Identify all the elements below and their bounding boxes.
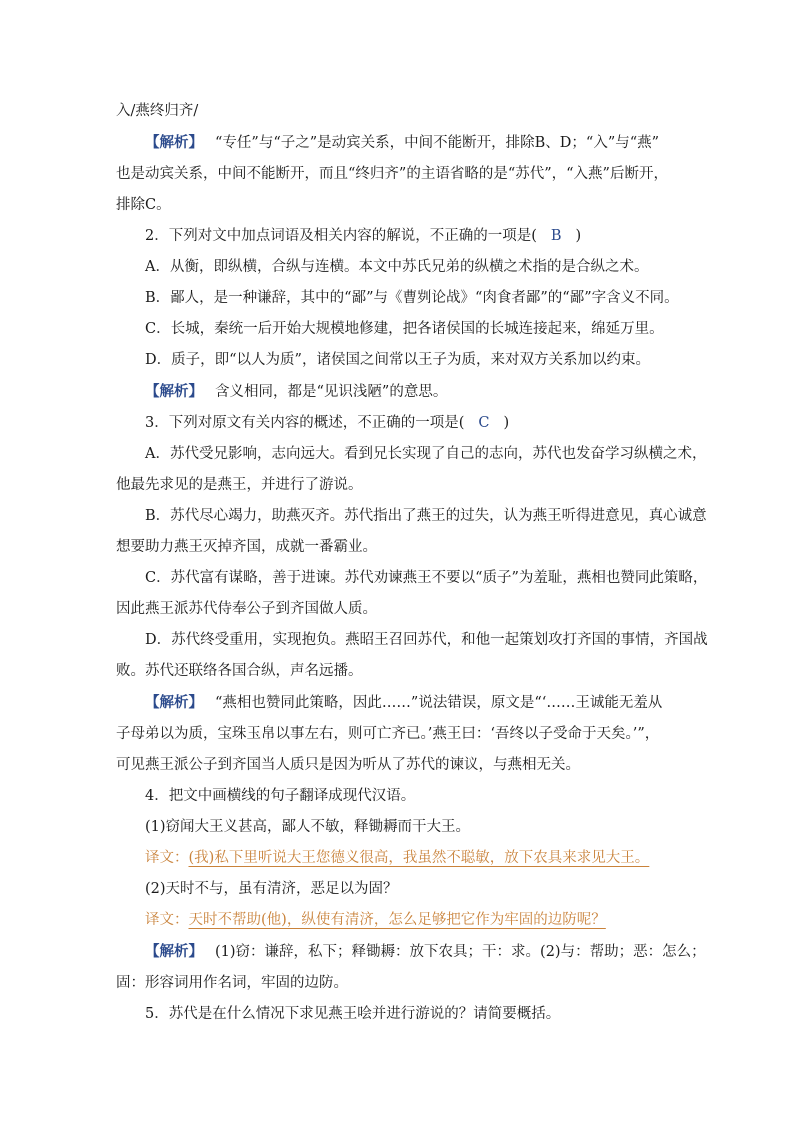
translation-text: (我)私下里听说大王您德义很高，我虽然不聪敏，放下农具来求见大王。 (188, 850, 650, 866)
jiexi-label: 【解析】 (145, 694, 203, 711)
jiexi-3-line-2: 子母弟以为质，宝珠玉帛以事左右，则可亡齐已。’燕王曰：‘吾终以子受命于天矣。’”， (116, 726, 660, 742)
question-3-option-a-line-2: 他最先求见的是燕王，并进行了游说。 (116, 477, 363, 493)
question-3-option-a-line-1: A．苏代受兄影响，志向远大。看到兄长实现了自己的志向，苏代也发奋学习纵横之术， (145, 446, 707, 462)
question-4-sentence-2: (2)天时不与，虽有清济，恶足以为固？ (145, 881, 398, 897)
jiexi-label: 【解析】 (145, 943, 203, 960)
question-3-option-c-line-2: 因此燕王派苏代侍奉公子到齐国做人质。 (116, 601, 377, 617)
question-3-answer: C (478, 415, 490, 431)
top-line: 入/燕终归齐/ (116, 103, 199, 119)
question-3-option-b-line-2: 想要助力燕王灭掉齐国，成就一番霸业。 (116, 539, 377, 555)
question-3-option-d-line-2: 败。苏代还联络各国合纵，声名远播。 (116, 663, 363, 679)
question-2-option-c: C．长城，秦统一后开始大规模地修建，把各诸侯国的长城连接起来，绵延万里。 (145, 321, 664, 337)
question-3-stem: 3．下列对原文有关内容的概述，不正确的一项是( C ) (145, 415, 510, 431)
question-2-option-b: B．鄙人，是一种谦辞，其中的“鄙”与《曹刿论战》“肉食者鄙”的“鄙”字含义不同。 (145, 290, 679, 306)
question-4-sentence-1: (1)窃闻大王义甚高，鄙人不敏，释锄耨而干大王。 (145, 819, 471, 835)
document-body (116, 96, 708, 1030)
question-4-translation-1 (116, 843, 688, 874)
jiexi-3-line-1: 【解析】 “燕相也赞同此策略，因此……”说法错误，原文是“‘……王诚能无羞从 (145, 694, 663, 711)
jiexi-label: 【解析】 (145, 383, 203, 400)
question-3-option-b-line-1: B．苏代尽心竭力，助燕灭齐。苏代指出了燕王的过失，认为燕王听得进意见，真心诚意 (145, 508, 707, 524)
jiexi-4-line-1: 【解析】 (1)窃：谦辞，私下；释锄耨：放下农具；干：求。(2)与：帮助；恶：怎么； (145, 943, 706, 960)
question-4-translation-2 (116, 905, 688, 936)
jiexi-label: 【解析】 (145, 134, 203, 151)
question-4-stem: 4．把文中画横线的句子翻译成现代汉语。 (145, 788, 416, 804)
yiwen-label: 译文： (145, 850, 189, 866)
question-2-stem: 2．下列对文中加点词语及相关内容的解说，不正确的一项是( B ) (145, 228, 582, 244)
translation-text: 天时不帮助(他)，纵使有清济，怎么足够把它作为牢固的边防呢？ (188, 912, 606, 928)
question-2-option-d: D．质子，即“以人为质”，诸侯国之间常以王子为质，来对双方关系加以约束。 (145, 352, 650, 368)
question-2-answer: B (550, 228, 562, 244)
question-2-option-a: A．从衡，即纵横，合纵与连横。本文中苏氏兄弟的纵横之术指的是合纵之术。 (145, 259, 649, 275)
jiexi-3-line-3: 可见燕王派公子到齐国当人质只是因为听从了苏代的谏议，与燕相无关。 (116, 757, 580, 773)
question-5-stem: 5．苏代是在什么情况下求见燕王哙并进行游说的？请简要概括。 (145, 1006, 561, 1022)
jiexi-1-line-1: 【解析】 “专任”与“子之”是动宾关系，中间不能断开，排除B、D；“入”与“燕” (145, 134, 660, 151)
jiexi-1-line-2: 也是动宾关系，中间不能断开，而且“终归齐”的主语省略的是“苏代”，“入燕”后断开， (116, 166, 668, 182)
jiexi-1-line-3: 排除C。 (116, 197, 171, 213)
jiexi-2: 【解析】 含义相同，都是“见识浅陋”的意思。 (145, 383, 448, 400)
question-3-option-c-line-1: C．苏代富有谋略，善于进谏。苏代劝谏燕王不要以“质子”为羞耻，燕相也赞同此策略， (145, 570, 708, 586)
jiexi-4-line-2: 固：形容词用作名词，牢固的边防。 (116, 975, 348, 991)
yiwen-label: 译文： (145, 912, 189, 928)
question-3-option-d-line-1: D．苏代终受重用，实现抱负。燕昭王召回苏代，和他一起策划攻打齐国的事情，齐国战 (145, 632, 708, 648)
